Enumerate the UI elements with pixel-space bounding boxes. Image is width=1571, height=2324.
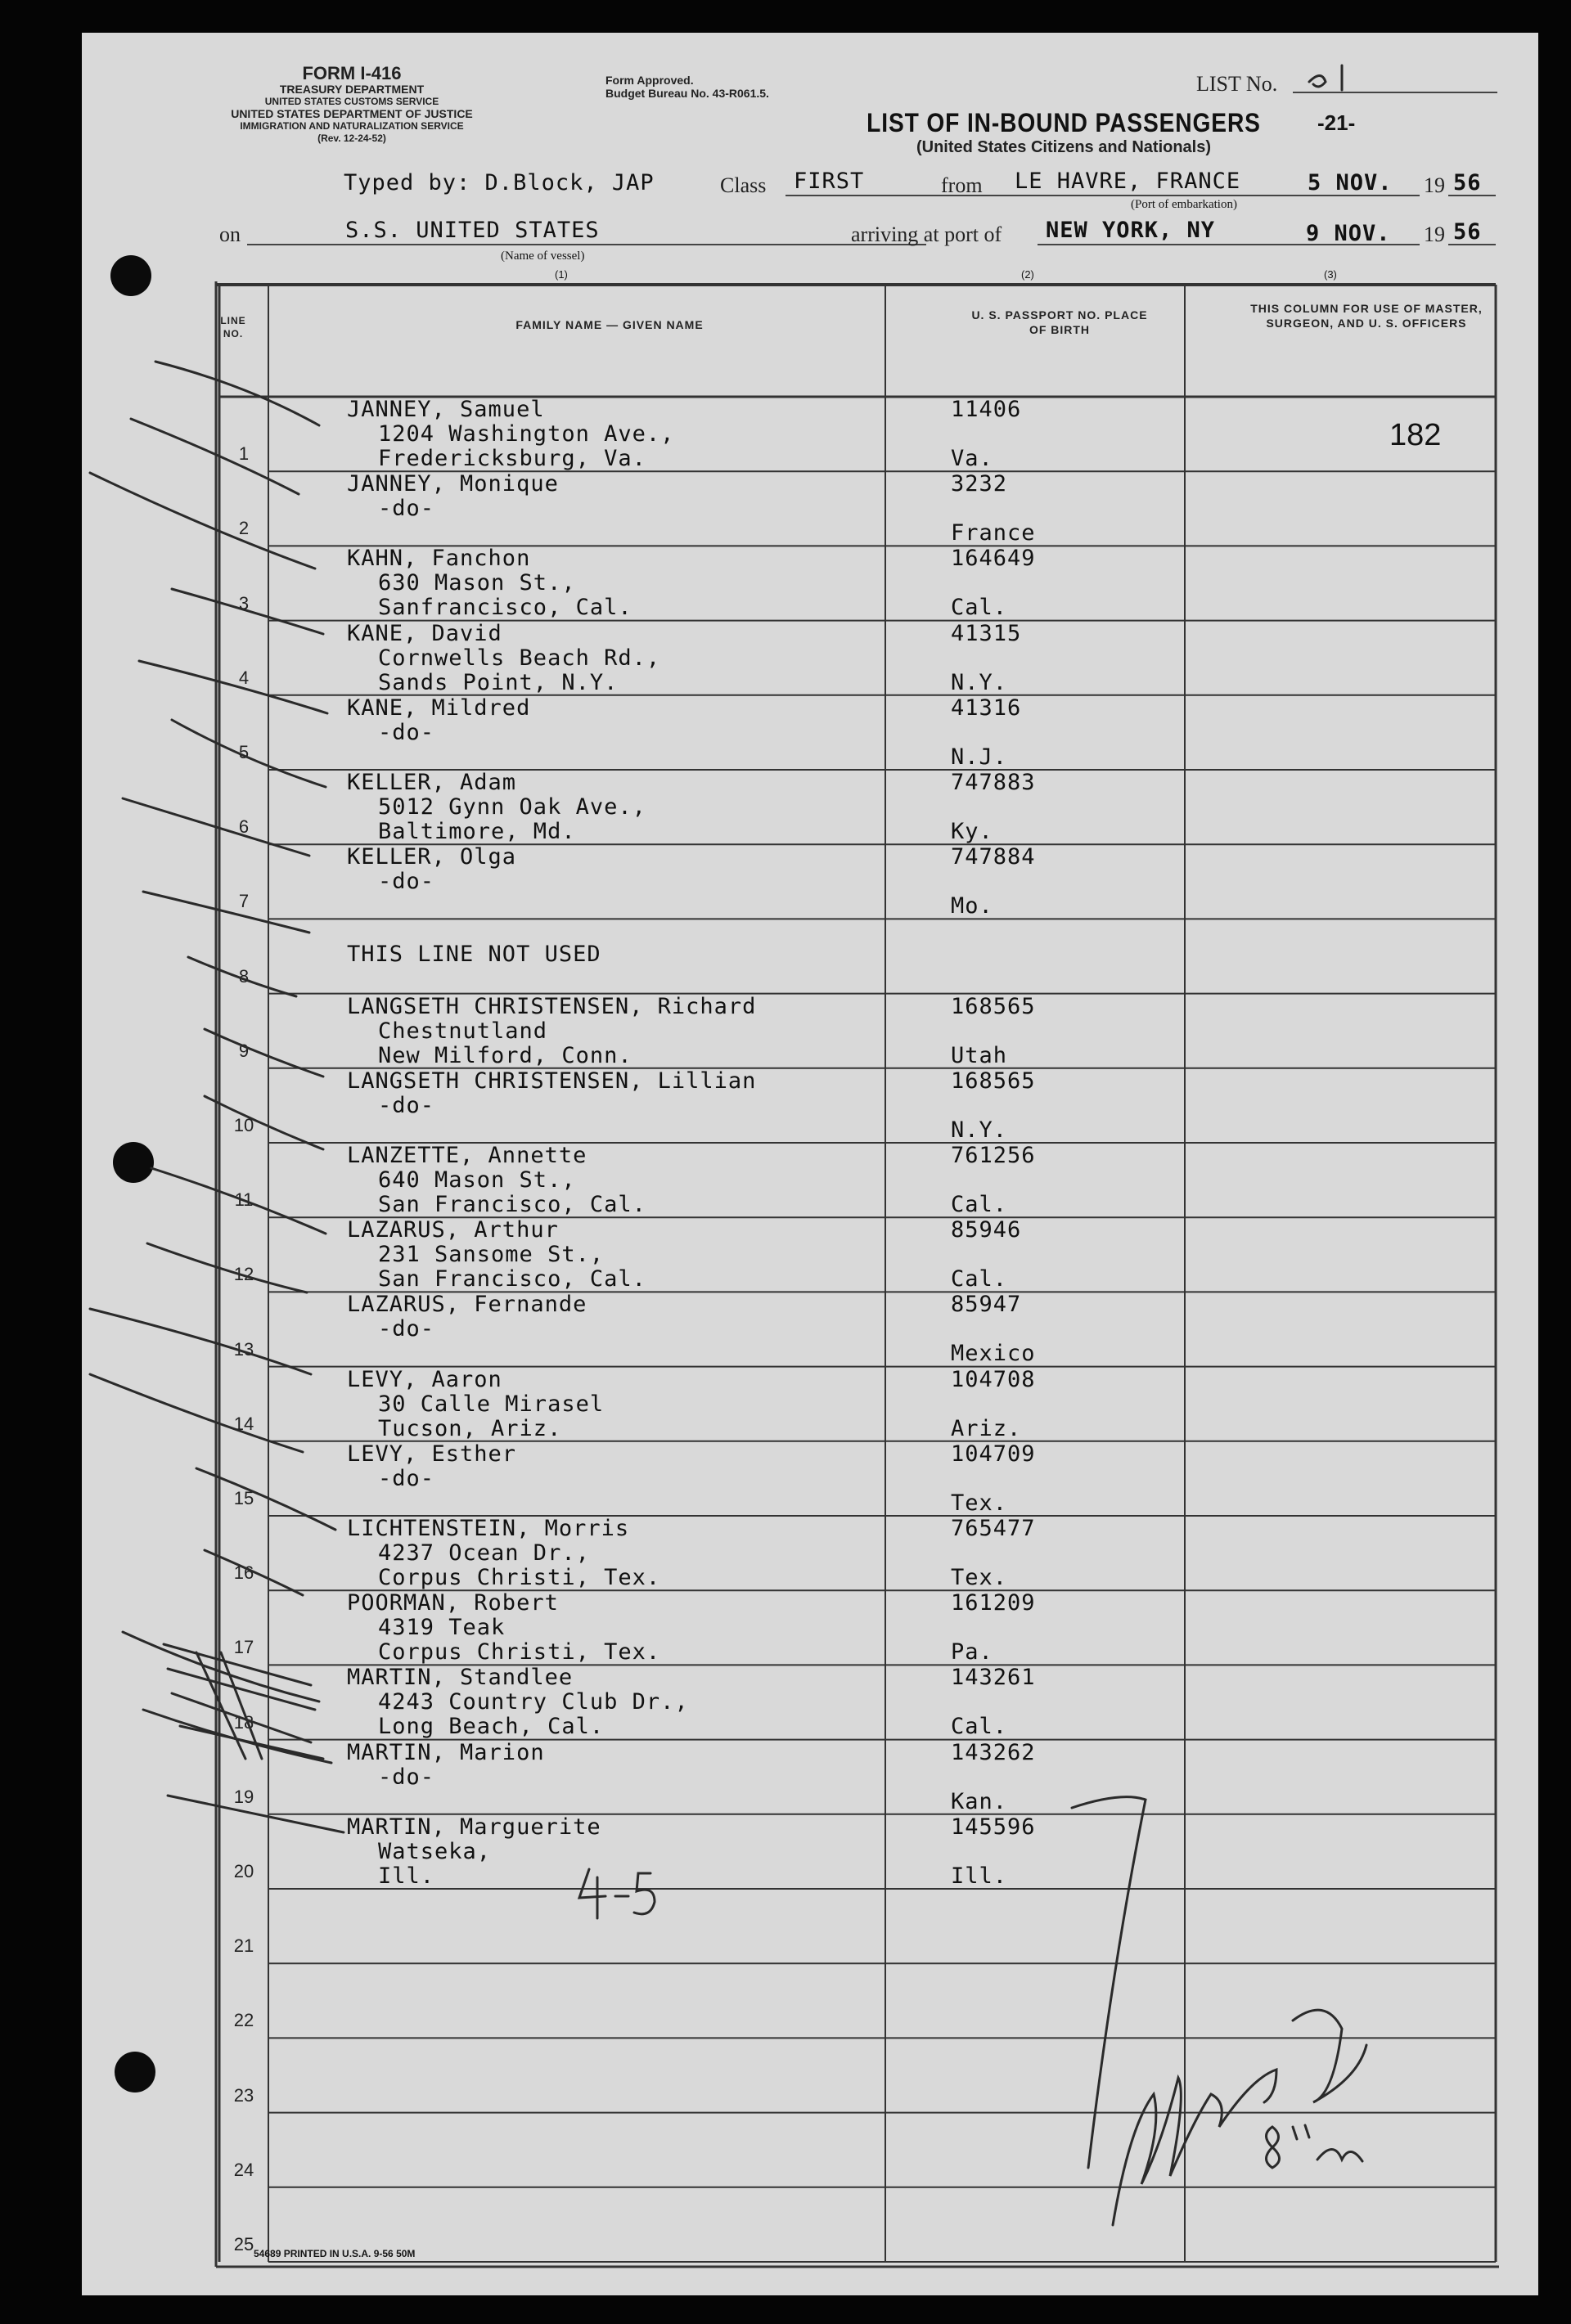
place-of-birth: N.J. xyxy=(951,744,1008,770)
form-title: LIST OF IN-BOUND PASSENGERS xyxy=(867,108,1261,137)
arrive-line xyxy=(1301,244,1420,245)
passport-number: 104709 xyxy=(951,1441,1036,1467)
passenger-name: JANNEY, Samuel xyxy=(347,397,545,422)
header-passport: U. S. PASSPORT NO. PLACE OF BIRTH xyxy=(971,308,1148,336)
passport-number: 143262 xyxy=(951,1739,1036,1765)
form-footer: 54689 PRINTED IN U.S.A. 9-56 50M xyxy=(254,2248,416,2259)
line-number: 1 xyxy=(238,443,250,465)
officer-note: 182 xyxy=(1389,418,1442,452)
passenger-address-line-2: Corpus Christi, Tex. xyxy=(378,1565,661,1590)
from-value: LE HAVRE, FRANCE xyxy=(1015,169,1241,194)
dept-justice: UNITED STATES DEPARTMENT OF JUSTICE xyxy=(231,107,473,120)
line-number: 10 xyxy=(233,1115,254,1135)
punch-hole-top xyxy=(110,255,151,296)
passenger-name: THIS LINE NOT USED xyxy=(347,942,601,968)
line-number: 19 xyxy=(233,1786,254,1807)
place-of-birth: Ariz. xyxy=(951,1415,1022,1441)
line-number: 3 xyxy=(238,592,250,614)
passport-number: 168565 xyxy=(951,993,1036,1019)
arrive-day: 9 NOV. xyxy=(1306,221,1391,246)
passenger-address-line-1: Chestnutland xyxy=(378,1018,548,1044)
line-number: 15 xyxy=(233,1488,254,1508)
place-of-birth: Cal. xyxy=(951,1266,1008,1292)
place-of-birth: France xyxy=(951,520,1036,546)
line-number: 18 xyxy=(233,1711,254,1733)
passport-number: 747884 xyxy=(951,844,1036,870)
dept-treasury: TREASURY DEPARTMENT xyxy=(279,83,425,96)
place-of-birth: Utah xyxy=(951,1042,1008,1068)
passenger-address-line-2: Fredericksburg, Va. xyxy=(378,446,646,471)
place-of-birth: Tex. xyxy=(951,1490,1008,1516)
passport-number: 85947 xyxy=(951,1292,1022,1318)
passenger-address-line-1: 4319 Teak xyxy=(378,1615,506,1641)
passport-number: 168565 xyxy=(951,1068,1036,1094)
punch-hole-middle xyxy=(113,1142,154,1183)
passenger-address-line-2: San Francisco, Cal. xyxy=(378,1192,646,1217)
passenger-name: MARTIN, Marion xyxy=(347,1739,545,1765)
arriving-label: arriving at port of xyxy=(851,223,1002,246)
list-no-label: LIST No. xyxy=(1196,72,1278,96)
passport-number: 145596 xyxy=(951,1814,1036,1840)
passenger-address-line-1: -do- xyxy=(378,496,435,522)
passport-number: 85946 xyxy=(951,1217,1022,1243)
line-number: 21 xyxy=(233,1935,254,1957)
from-label: from xyxy=(941,173,983,197)
line-number: 6 xyxy=(238,816,250,838)
class-label: Class xyxy=(720,173,767,197)
passenger-name: LANGSETH CHRISTENSEN, Richard xyxy=(347,993,757,1019)
passenger-address-line-2: Sanfrancisco, Cal. xyxy=(378,595,632,621)
passenger-address-line-1: 630 Mason St., xyxy=(378,570,576,596)
embark-note: (Port of embarkation) xyxy=(1131,198,1237,211)
place-of-birth: Tex. xyxy=(951,1565,1008,1590)
passenger-address-line-1: -do- xyxy=(378,1316,435,1342)
passenger-name: LEVY, Aaron xyxy=(347,1366,502,1392)
punch-hole-bottom xyxy=(115,2052,155,2092)
passenger-name: LAZARUS, Arthur xyxy=(347,1217,559,1243)
passport-number: 747883 xyxy=(951,770,1036,795)
passenger-name: LANGSETH CHRISTENSEN, Lillian xyxy=(347,1068,757,1094)
header-line-no: LINE NO. xyxy=(220,315,246,339)
budget-bureau-text: Budget Bureau No. 43-R061.5. xyxy=(605,87,769,100)
line-number: 17 xyxy=(233,1637,254,1658)
line-number: 8 xyxy=(238,965,250,987)
class-value: FIRST xyxy=(794,169,865,194)
arrive-year: 56 xyxy=(1453,219,1482,245)
typed-by: Typed by: D.Block, JAP xyxy=(344,170,655,196)
passport-number: 164649 xyxy=(951,546,1036,572)
passport-number: 761256 xyxy=(951,1143,1036,1168)
vessel-note: (Name of vessel) xyxy=(501,249,585,263)
place-of-birth: Mo. xyxy=(951,893,993,919)
passenger-address-line-2: San Francisco, Cal. xyxy=(378,1266,646,1292)
passenger-address-line-1: 30 Calle Mirasel xyxy=(378,1391,605,1417)
line-number: 13 xyxy=(233,1338,254,1360)
passport-number: 3232 xyxy=(951,471,1008,497)
passenger-name: LAZARUS, Fernande xyxy=(347,1292,587,1318)
dept-ins: IMMIGRATION AND NATURALIZATION SERVICE xyxy=(240,120,464,132)
passenger-name: LANZETTE, Annette xyxy=(347,1143,587,1168)
passenger-name: LICHTENSTEIN, Morris xyxy=(347,1516,630,1541)
line-number: 7 xyxy=(238,891,250,912)
manifest-sheet xyxy=(82,33,1538,2295)
passenger-address-line-2: Baltimore, Md. xyxy=(378,819,576,844)
place-of-birth: N.Y. xyxy=(951,669,1008,695)
passenger-name: KANE, Mildred xyxy=(347,695,531,721)
arrive-year-prefix: 19 xyxy=(1424,223,1445,246)
line-number: 22 xyxy=(233,2010,254,2031)
place-of-birth: Cal. xyxy=(951,1714,1008,1740)
passenger-name: KELLER, Olga xyxy=(347,844,517,870)
passenger-address-line-2: Tucson, Ariz. xyxy=(378,1415,562,1441)
passenger-address-line-1: 231 Sansome St., xyxy=(378,1242,605,1268)
passenger-address-line-1: -do- xyxy=(378,1764,435,1790)
passenger-address-line-1: -do- xyxy=(378,719,435,745)
header-officers: THIS COLUMN FOR USE OF MASTER, SURGEON, AND U. S. OFFICERS xyxy=(1250,302,1483,330)
on-label: on xyxy=(219,223,241,246)
passenger-name: KELLER, Adam xyxy=(347,770,517,795)
line-number: 20 xyxy=(233,1861,254,1881)
passenger-address-line-1: -do- xyxy=(378,869,435,895)
passenger-address-line-1: Cornwells Beach Rd., xyxy=(378,645,661,671)
passenger-address-line-1: -do- xyxy=(378,1092,435,1118)
place-of-birth: Cal. xyxy=(951,595,1008,621)
passenger-address-line-1: Watseka, xyxy=(378,1838,492,1864)
place-of-birth: Cal. xyxy=(951,1192,1008,1217)
passport-number: 765477 xyxy=(951,1516,1036,1541)
place-of-birth: Mexico xyxy=(951,1341,1036,1367)
form-revision: (Rev. 12-24-52) xyxy=(317,133,386,144)
passenger-name: KANE, David xyxy=(347,620,502,646)
table-grid xyxy=(82,33,1538,2295)
column-1-number: (1) xyxy=(555,268,568,281)
passenger-name: KAHN, Fanchon xyxy=(347,546,531,572)
list-no-line xyxy=(1293,92,1497,93)
passport-number: 104708 xyxy=(951,1366,1036,1392)
line-number: 2 xyxy=(238,518,250,539)
passport-number: 41315 xyxy=(951,620,1022,646)
place-of-birth: Ky. xyxy=(951,819,993,844)
vessel-line xyxy=(247,244,926,245)
passenger-address-line-2: Corpus Christi, Tex. xyxy=(378,1639,661,1665)
line-number: 9 xyxy=(238,1040,250,1061)
passport-number: 11406 xyxy=(951,397,1022,422)
list-no-value: -21- xyxy=(1317,110,1356,135)
line-number: 24 xyxy=(233,2159,254,2180)
passenger-address-line-1: 4237 Ocean Dr., xyxy=(378,1540,590,1566)
passenger-name: MARTIN, Standlee xyxy=(347,1665,574,1691)
line-number: 11 xyxy=(234,1189,254,1211)
passport-number: 143261 xyxy=(951,1665,1036,1691)
passport-number: 161209 xyxy=(951,1590,1036,1616)
form-approved-text: Form Approved. xyxy=(605,74,694,87)
passenger-name: JANNEY, Monique xyxy=(347,471,559,497)
passenger-name: POORMAN, Robert xyxy=(347,1590,559,1616)
place-of-birth: Va. xyxy=(951,446,993,471)
passenger-address-line-1: 1204 Washington Ave., xyxy=(378,421,675,447)
form-subtitle: (United States Citizens and Nationals) xyxy=(916,138,1212,156)
place-of-birth: Ill. xyxy=(951,1863,1008,1889)
column-3-number: (3) xyxy=(1324,268,1337,281)
passenger-address-line-1: -do- xyxy=(378,1465,435,1491)
vessel-name: S.S. UNITED STATES xyxy=(345,218,600,243)
depart-day: 5 NOV. xyxy=(1308,170,1393,196)
form-number: FORM I-416 xyxy=(302,63,402,83)
place-of-birth: Pa. xyxy=(951,1639,993,1665)
form-approval xyxy=(605,74,769,100)
line-number: 12 xyxy=(233,1264,254,1285)
header-name: FAMILY NAME — GIVEN NAME xyxy=(515,318,704,331)
passport-number: 41316 xyxy=(951,695,1022,721)
place-of-birth: N.Y. xyxy=(951,1117,1008,1143)
passenger-name: MARTIN, Marguerite xyxy=(347,1814,601,1840)
line-number: 4 xyxy=(238,667,250,688)
passenger-address-line-2: Sands Point, N.Y. xyxy=(378,669,619,695)
passenger-address-line-1: 4243 Country Club Dr., xyxy=(378,1689,689,1715)
line-number: 5 xyxy=(238,742,250,762)
arrival-port: NEW YORK, NY xyxy=(1046,218,1216,243)
place-of-birth: Kan. xyxy=(951,1788,1008,1814)
passenger-name: LEVY, Esther xyxy=(347,1441,517,1467)
line-number: 16 xyxy=(233,1562,254,1584)
depart-year: 56 xyxy=(1453,170,1482,196)
passenger-address-line-2: New Milford, Conn. xyxy=(378,1042,632,1068)
passenger-address-line-1: 640 Mason St., xyxy=(378,1167,576,1193)
depart-line xyxy=(1301,195,1420,196)
form-header-left xyxy=(217,64,487,145)
line-number: 14 xyxy=(233,1413,254,1434)
passenger-address-line-1: 5012 Gynn Oak Ave., xyxy=(378,794,646,820)
column-2-number: (2) xyxy=(1021,268,1034,281)
dept-customs: UNITED STATES CUSTOMS SERVICE xyxy=(264,96,439,107)
form-title-block xyxy=(835,108,1293,157)
depart-year-prefix: 19 xyxy=(1424,173,1445,197)
line-number: 23 xyxy=(233,2084,254,2106)
passenger-address-line-2: Long Beach, Cal. xyxy=(378,1714,605,1740)
passenger-address-line-2: Ill. xyxy=(378,1863,435,1889)
line-number: 25 xyxy=(233,2234,254,2254)
